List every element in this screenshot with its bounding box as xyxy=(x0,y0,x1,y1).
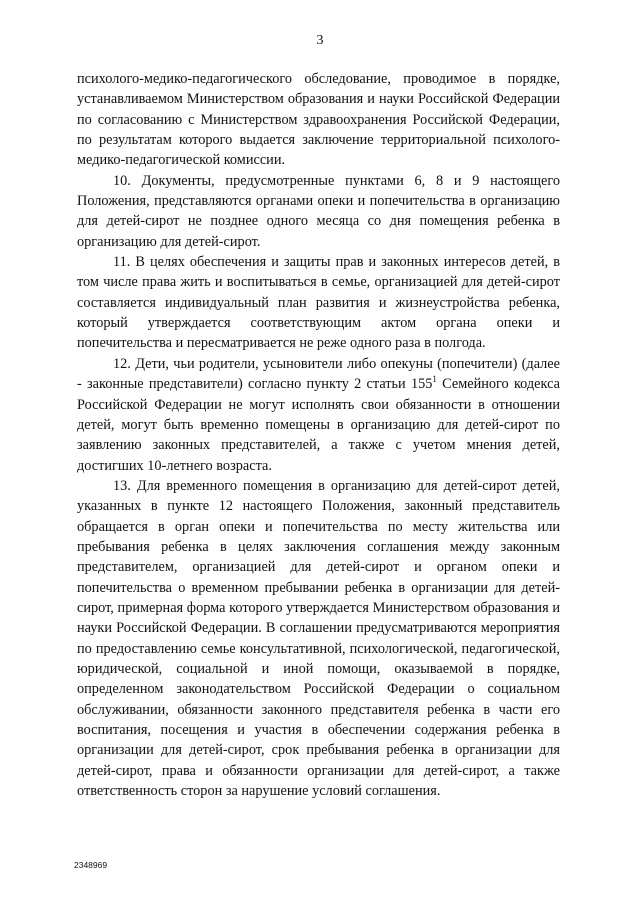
paragraph-11: 11. В целях обеспечения и защиты прав и законных интересов детей, в том числе права жить и воспитываться в семье, организацией для детей-сирот составляется индивидуальный план развития и жизнеустройства ребенка, который утверждается соответствующим актом органа опеки и попечительства и пересматривается не реже одного раза в полгода. xyxy=(77,254,560,352)
paragraph-13: 13. Для временного помещения в организацию для детей-сирот детей, указанных в пункте 12 настоящего Положения, законный представитель обращается в орган опеки и попечительства по месту жительства или пребывания ребенка в целях заключения соглашения между законным представителем, организацией для детей-сирот и органом опеки и попечительства о временном пребывании ребенка в организации для детей-сирот, примерная форма которого утверждается Министерством образования и науки Российской Федерации. В соглашении предусматриваются мероприятия по предоставлению семье консультативной, психологической, педагогической, юридической, социальной и иной помощи, оказываемой в порядке, определенном законодательством Российской Федерации о социальном обслуживании, обязанности законного представителя ребенка в части его воспитания, посещения и участия в обеспечении содержания ребенка в организации для детей-сирот, срок пребывания ребенка в организации для детей-сирот, права и обязанности организации для детей-сирот, а также ответственность сторон за нарушение условий соглашения. xyxy=(77,477,560,800)
document-id: 2348969 xyxy=(74,860,108,870)
paragraph-12 xyxy=(77,354,560,476)
paragraph-12-superscript: 1 xyxy=(432,374,437,385)
paragraph-12-text-end: Семейного кодекса Российской Федерации не могут исполнять свои обязанности в отношении детей, могут быть временно помещены в организацию для детей-сирот по заявлению законных представителей, а также с учетом мнения детей, достигших 10-летнего возраста. xyxy=(77,376,560,474)
page-number: 3 xyxy=(316,33,324,48)
document-body xyxy=(77,69,560,801)
paragraph-12-text-start: 12. Дети, чьи родители, усыновители либо опекуны (попечители) (далее - законные представители) согласно пункту 2 статьи 155 xyxy=(77,355,560,393)
paragraph-10: 10. Документы, предусмотренные пунктами 6, 8 и 9 настоящего Положения, представляются органами опеки и попечительства в организацию для детей-сирот не позднее одного месяца со дня помещения ребенка в организацию для детей-сирот. xyxy=(77,172,560,250)
paragraph-continuation: психолого-медико-педагогического обследование, проводимое в порядке, устанавливаемом Министерством образования и науки Российской Федерации по согласованию с Министерством здравоохранения Российской Федерации, по результатам которого выдается заключение территориальной психолого-медико-педагогической комиссии. xyxy=(77,71,560,169)
